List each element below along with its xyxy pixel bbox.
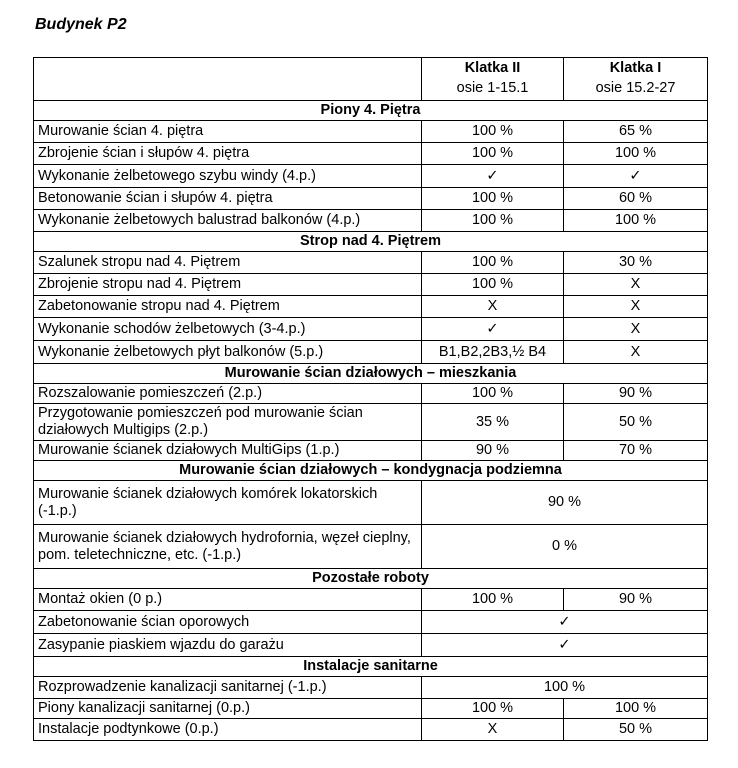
table-row (34, 252, 708, 274)
table-row (34, 210, 708, 232)
section-header (34, 461, 708, 481)
table-row (34, 441, 708, 461)
row-label: Wykonanie żelbetowych balustrad balkonów (4.p.) (34, 210, 422, 232)
table-row (34, 121, 708, 143)
row-label: Murowanie ścian 4. piętra (34, 121, 422, 143)
section-header (34, 101, 708, 121)
table-row (34, 589, 708, 611)
klatka-ii-value: 35 % (422, 404, 564, 441)
row-label: Instalacje podtynkowe (0.p.) (34, 719, 422, 741)
table-row (34, 341, 708, 364)
merged-value: 0 % (422, 525, 708, 569)
table-row (34, 404, 708, 441)
klatka-ii-value: X (422, 296, 564, 318)
header-row (34, 58, 708, 101)
klatka-ii-value: 100 % (422, 121, 564, 143)
klatka-i-value: ✓ (564, 165, 708, 188)
row-label: Wykonanie schodów żelbetowych (3-4.p.) (34, 318, 422, 341)
klatka-ii-value: 100 % (422, 252, 564, 274)
klatka-i-value: 100 % (564, 210, 708, 232)
progress-table (33, 57, 708, 741)
klatka-ii-value: 100 % (422, 589, 564, 611)
klatka-ii-value: 100 % (422, 188, 564, 210)
section-title: Piony 4. Piętra (34, 101, 708, 121)
row-label: Rozszalowanie pomieszczeń (2.p.) (34, 384, 422, 404)
section-title: Pozostałe roboty (34, 569, 708, 589)
table-row (34, 384, 708, 404)
section-title: Instalacje sanitarne (34, 657, 708, 677)
row-label: Murowanie ścianek działowych hydrofornia, węzeł cieplny, pom. teletechniczne, etc. (-1.p.) (34, 525, 422, 569)
klatka-ii-value: X (422, 719, 564, 741)
klatka-ii-value: 100 % (422, 274, 564, 296)
klatka-ii-value: ✓ (422, 165, 564, 188)
klatka-i-value: 100 % (564, 699, 708, 719)
table-row (34, 677, 708, 699)
table-row (34, 143, 708, 165)
table-row (34, 634, 708, 657)
klatka-i-value: X (564, 318, 708, 341)
row-label: Murowanie ścianek działowych komórek lokatorskich (-1.p.) (34, 481, 422, 525)
header-klatka-i-axes: osie 15.2-27 (595, 80, 676, 96)
row-label: Zabetonowanie ścian oporowych (34, 611, 422, 634)
table-row (34, 719, 708, 741)
merged-value: 100 % (422, 677, 708, 699)
table-row (34, 318, 708, 341)
klatka-ii-value: B1,B2,2B3,½ B4 (422, 341, 564, 364)
row-label: Zbrojenie ścian i słupów 4. piętra (34, 143, 422, 165)
row-label: Szalunek stropu nad 4. Piętrem (34, 252, 422, 274)
merged-value: ✓ (422, 611, 708, 634)
merged-value: 90 % (422, 481, 708, 525)
klatka-ii-value: 100 % (422, 210, 564, 232)
klatka-ii-value: 100 % (422, 384, 564, 404)
section-title: Murowanie ścian działowych – kondygnacja podziemna (34, 461, 708, 481)
header-klatka-ii-axes: osie 1-15.1 (456, 80, 529, 96)
klatka-i-value: 90 % (564, 384, 708, 404)
table-row (34, 296, 708, 318)
klatka-ii-value: 100 % (422, 699, 564, 719)
row-label: Murowanie ścianek działowych MultiGips (1.p.) (34, 441, 422, 461)
row-label: Montaż okien (0 p.) (34, 589, 422, 611)
table-row (34, 611, 708, 634)
table-row (34, 274, 708, 296)
table-row (34, 188, 708, 210)
header-klatka-ii (422, 58, 564, 101)
table-row (34, 699, 708, 719)
klatka-ii-value: ✓ (422, 318, 564, 341)
klatka-i-value: 65 % (564, 121, 708, 143)
klatka-i-value: 70 % (564, 441, 708, 461)
row-label: Wykonanie żelbetowego szybu windy (4.p.) (34, 165, 422, 188)
section-title: Murowanie ścian działowych – mieszkania (34, 364, 708, 384)
klatka-i-value: 90 % (564, 589, 708, 611)
header-empty-cell (34, 58, 422, 101)
section-header (34, 569, 708, 589)
merged-value: ✓ (422, 634, 708, 657)
document-title: Budynek P2 (35, 16, 127, 33)
row-label: Zbrojenie stropu nad 4. Piętrem (34, 274, 422, 296)
table-row (34, 165, 708, 188)
klatka-ii-value: 90 % (422, 441, 564, 461)
klatka-i-value: X (564, 296, 708, 318)
section-header (34, 657, 708, 677)
klatka-i-value: 60 % (564, 188, 708, 210)
row-label: Wykonanie żelbetowych płyt balkonów (5.p.) (34, 341, 422, 364)
table-row (34, 481, 708, 525)
row-label: Przygotowanie pomieszczeń pod murowanie ścian działowych Multigips (2.p.) (34, 404, 422, 441)
row-label: Piony kanalizacji sanitarnej (0.p.) (34, 699, 422, 719)
klatka-i-value: 50 % (564, 719, 708, 741)
klatka-i-value: 100 % (564, 143, 708, 165)
row-label: Zabetonowanie stropu nad 4. Piętrem (34, 296, 422, 318)
row-label: Betonowanie ścian i słupów 4. piętra (34, 188, 422, 210)
header-klatka-i-name: Klatka I (609, 60, 662, 76)
table-row (34, 525, 708, 569)
header-klatka-ii-name: Klatka II (464, 60, 521, 76)
section-header (34, 232, 708, 252)
klatka-ii-value: 100 % (422, 143, 564, 165)
klatka-i-value: X (564, 341, 708, 364)
section-header (34, 364, 708, 384)
klatka-i-value: 30 % (564, 252, 708, 274)
klatka-i-value: X (564, 274, 708, 296)
header-klatka-i (564, 58, 708, 101)
row-label: Rozprowadzenie kanalizacji sanitarnej (-1.p.) (34, 677, 422, 699)
klatka-i-value: 50 % (564, 404, 708, 441)
row-label: Zasypanie piaskiem wjazdu do garażu (34, 634, 422, 657)
section-title: Strop nad 4. Piętrem (34, 232, 708, 252)
